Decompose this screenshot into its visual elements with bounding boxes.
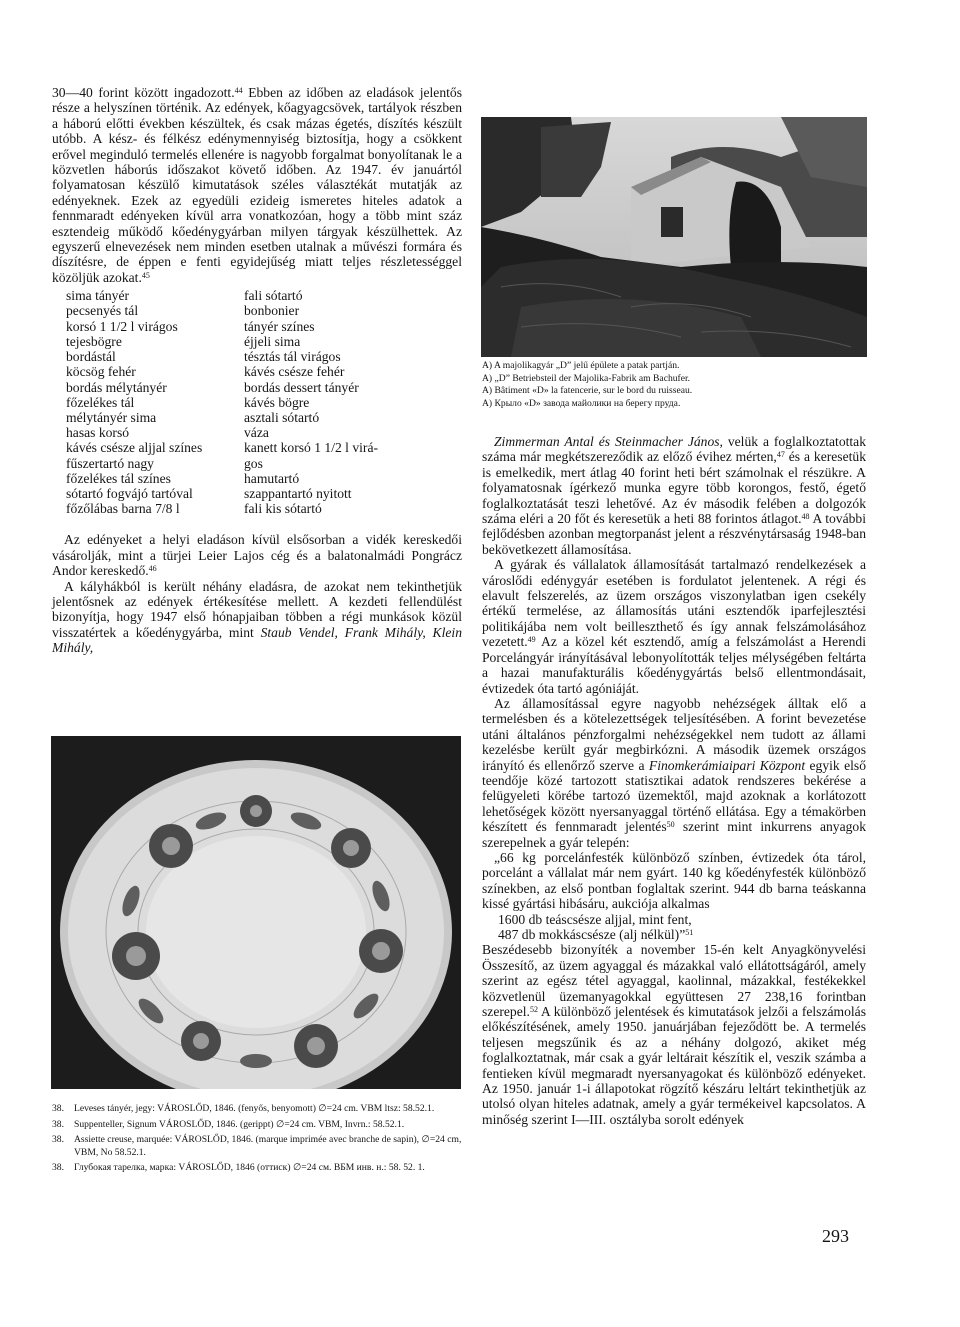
vessel-list-item: szappantartó nyitott: [244, 485, 352, 501]
vessel-list-item: mélytányér sima: [66, 409, 157, 425]
vessel-list-item: hasas korsó: [66, 425, 130, 441]
vessel-list-item: kávés bögre: [244, 394, 310, 410]
plate-caption-de: 38. Suppenteller, Signum VÁROSLŐD, 1846. (gerippt) ∅=24 cm. VBM, Invrn.: 58.52.1.: [52, 1118, 405, 1130]
vessel-list-item: tejesbögre: [66, 333, 122, 349]
right-column: [482, 434, 866, 1127]
paragraph-difficulties: Az államosítással egyre nagyobb nehézségek álltak elő a termelésben és a kötelezettségek teljesítésében. A forint bevezetése utáni általános pénzforgalmi nehézségekkel nem tudott az állami kezelésbe került gyár megbirkózni. A második üzemek országos irányító és ellenőrző szerve a Finomkerámiaipari Központ egyik első teendője közé tartozott statisztikai adatok rendszeres bekérése a felügyeleti körébe tartozó üzemektől, majd azoknak a korlátozott lehetőségek között nyersanyaggal történő ellátása. Egy a témakörben készített és fennmaradt jelentés$^{50}$ szerint mint inkurrens anyagok szerepelnek a gyár telepén:: [482, 695, 866, 850]
paragraph-nationalization: A gyárak és vállalatok államosítását tartalmazó rendelkezések a városlődi edénygyár esetében is fordulatot jelentenek. A régi és elavult felszerelés, az üzem országos viszonylatban igen csekély értékű termelése, az államosítás utáni esztendők iparfejlesztési politikájába nem volt beilleszthető és így annak felszámolásához vezetett.$^{49}$ Az a közel két esztendő, amíg a felszámolást a Herendi Porcelángyár irányításával lebonyolították teljes mélységében feltárta a hazai manufakturális kőedénygyártás belső ellentmondásait, évtizedek óta tartó agóniáját.: [482, 557, 866, 696]
vessel-list: [66, 288, 462, 516]
plate-caption-fr: 38. Assiette creuse, marquée: VÁROSLŐD, 1846. (marque imprimée avec branche de sapin), ∅=24 cm, VBM, No 58.52.1.: [52, 1134, 462, 1158]
vessel-list-item: kávés csésze aljjal színes: [66, 440, 203, 456]
plate-caption-hu: 38. Leveses tányér, jegy: VÁROSLŐD, 1846. (fenyős, benyomott) ∅=24 cm. VBM ltsz: 58.52.1.: [52, 1103, 435, 1114]
vessel-list-item: főzelékes tál: [66, 394, 135, 410]
building-caption-fr: A) Bâtiment «D» la fatencerie, sur le bord du ruisseau.: [482, 385, 693, 396]
vessel-list-right: [244, 288, 454, 516]
inventory-quote: „66 kg porcelánfesték különböző színben, évtizedek óta tárol, porcelánt a vállalat már nem gyárt. 140 kg kőedényfesték különböző színekben, az első pontban foglaltak szerint. 944 db barna teáskanna kissé gyártási hibásáru, aukciója alkalmas: [482, 849, 866, 912]
plate-caption: [52, 1103, 462, 1178]
vessel-list-item: gos: [244, 455, 263, 471]
vessel-list-item: bordástál: [66, 349, 116, 365]
paragraph-merchants: Az edényeket a helyi eladáson kívül elsősorban a vidék kereskedői vásárolják, mint a türjei Leier Lajos cég és a balatonalmádi Pongrácz Andor kereskedő.$^{46}$: [52, 532, 462, 579]
paragraph-stoves: A kályhákból is került néhány eladásra, de azokat nem tekinthetjük jelentősnek az edények értékesítése mellett. A kezdeti fellendülést bizonyítja, hogy 1947 első hónapjaiban többen a régi munkások közül visszatértek a kőedénygyárba, mint Staub Vendel, Frank Mihály, Klein Mihály,: [52, 578, 463, 656]
vessel-list-item: köcsög fehér: [66, 364, 136, 380]
vessel-list-item: fali sótartó: [244, 288, 303, 304]
vessel-list-item: fűszertartó nagy: [66, 455, 154, 471]
vessel-list-item: főzőlábas barna 7/8 l: [66, 501, 180, 517]
plate-photo: [51, 736, 461, 1089]
building-caption-de: A) „D” Betriebsteil der Majolika-Fabrik am Bachufer.: [482, 372, 691, 384]
inventory-quote-line-3: 487 db mokkáscsésze (alj nélkül)”$^{51}$: [498, 927, 694, 942]
building-caption-ru: A) Крыло «D» завода майолики на берегу пруда.: [482, 397, 681, 409]
left-column: [52, 85, 462, 656]
vessel-list-item: hamutartó: [244, 470, 300, 486]
vessel-list-item: korsó 1 1/2 l virágos: [66, 318, 178, 334]
building-caption: [482, 360, 866, 410]
vessel-list-item: főzelékes tál színes: [66, 470, 171, 486]
vessel-list-item: sótartó fogvájó tartóval: [66, 485, 193, 501]
vessel-list-item: éjjeli sima: [244, 333, 301, 349]
vessel-list-item: asztali sótartó: [244, 409, 320, 425]
factory-building-image: [481, 117, 867, 357]
vessel-list-item: pecsenyés tál: [66, 303, 139, 319]
decorated-plate-image: [51, 736, 461, 1089]
vessel-list-item: bonbonier: [244, 303, 300, 319]
paragraph-intro: 30—40 forint között ingadozott.$^{44}$ Ebben az időben az eladások jelentős része a helyszínen történik. Az edények, kőagyagcsövek, tartályok részben a háború előtti években készültek, és csak mázas égetés, díszítés készült utóbb. A kész- és félkész edénymennyiség biztosítja, hogy a csökkent erővel meginduló termelés ellenére is nagyobb forgalmat bonyolítanak le a közvetlen háborús időszakot követő időben. Az 1947. év januártól folyamatosan készülő kimutatások széles választékát mutatják az edényeknek. Ezek az egyedüli ezideig ismeretes hiteles adatok a fennmaradt edényeken kívül arra vonatkozóan, hogy a több mint száz esztendeig működő kőedénygyárban milyen tárgyak készülhettek. Az egyszerű elnevezések nem minden esetben utalnak a művészi formára és díszítésre, de éppen e fenti egyidejűség miatt teljes részletességgel közöljük azokat.$^{45}$: [52, 85, 462, 285]
vessel-list-item: sima tányér: [66, 288, 130, 304]
paragraph-closure: Beszédesebb bizonyíték a november 15-én kelt Anyagkönyvelési Összesítő, az üzem agyaggal és mázakkal való ellátottságáról, amely szerint az egész tétel agyaggal, kaolinnal, mázakkal, festékekkel közvetlenül üzemanyagokkal együttesen 27 238,16 forintban szerepel.$^{52}$ A különböző jelentések és kimutatások jelzői a felszámolás előkészítésének, amely 1950. januárjában fejeződött be. A termelés teljesen megszűnik és az a néhány dolgozó, akiket még foglalkoztatnak, már csak a gyár leltárait készítik el, veszik számba a fentieken kívül megmaradt nyersanyagokat és különböző edényeket. Az 1950. január 1-i állapotokat rögzítő készáru leltárt tekinthetjük az utolsó olyan hiteles adatnak, amely a gyár termékeivel kapcsolatos. A minőség szerint I—III. osztályba sorolt edények: [482, 942, 866, 1127]
vessel-list-item: váza: [244, 425, 269, 441]
vessel-list-item: bordás dessert tányér: [244, 379, 359, 395]
plate-caption-ru: 38. Глубокая тарелка, марка: VÁROSLŐD, 1846 (оттиск) ∅=24 см. ВБМ инв. н.: 58. 52. 1.: [52, 1162, 425, 1173]
vessel-list-item: tányér színes: [244, 318, 315, 334]
vessel-list-item: bordás mélytányér: [66, 379, 167, 395]
vessel-list-item: kávés csésze fehér: [244, 364, 345, 380]
building-caption-hu: A) A majolikagyár „D” jelű épülete a patak partján.: [482, 360, 680, 371]
paragraph-workers: Zimmerman Antal és Steinmacher János, velük a foglalkoztatottak száma már megkétszereződik az előző évihez mérten,$^{47}$ és a keresetük is emelkedik, mert átlag 40 forint heti bért számolnak el részükre. A folyamatosnak ígérkező munka egyre több korongos, festő, égető foglalkoztatását teszi lehetővé. Az év második felében a dolgozók száma eléri a 20 főt és keresetük a heti 88 forintos átlagot.$^{48}$ A további fejlődésben azonban megtorpanást jelent a részvénytársaság 1948-ban bekövetkezett államosítása.: [482, 434, 867, 557]
factory-building-photo: [481, 117, 867, 357]
page-number: 293: [822, 1226, 849, 1246]
vessel-list-left: [66, 288, 244, 516]
vessel-list-item: kanett korsó 1 1/2 l virá-: [244, 440, 379, 456]
vessel-list-item: tésztás tál virágos: [244, 349, 341, 365]
inventory-quote-line-2: 1600 db teáscsésze aljjal, mint fent,: [498, 911, 692, 927]
vessel-list-item: fali kis sótartó: [244, 501, 322, 517]
